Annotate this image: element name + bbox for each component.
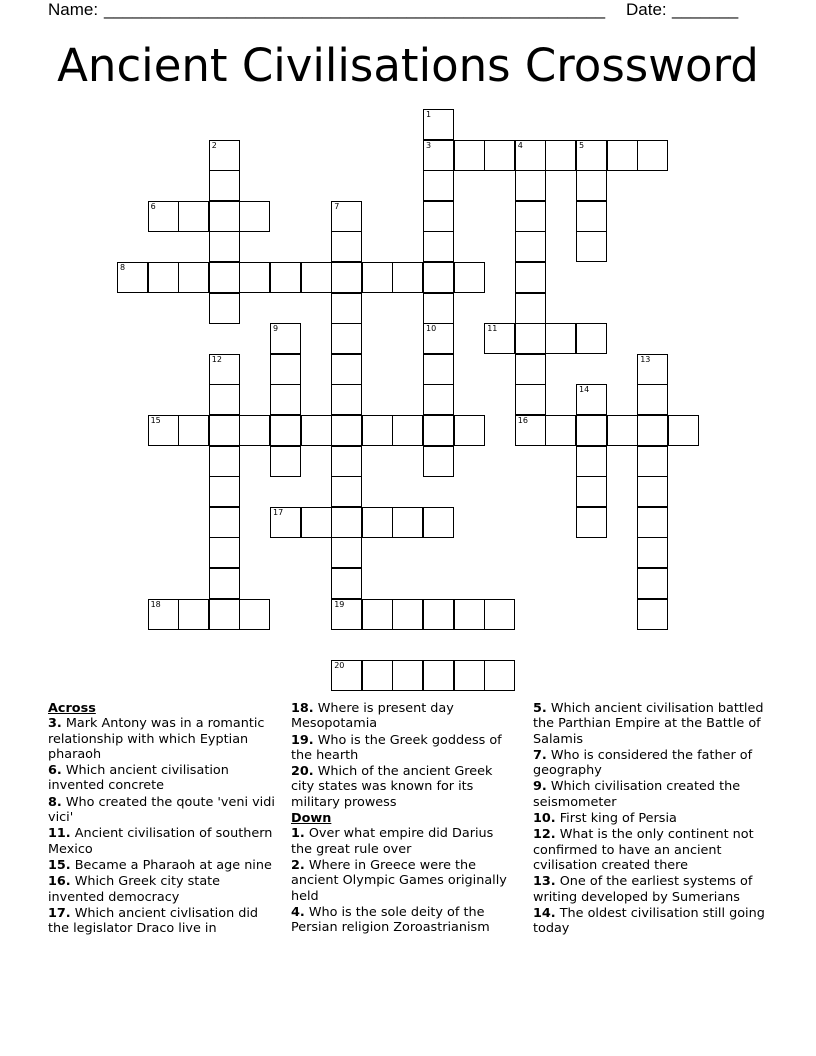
crossword-cell[interactable] (362, 262, 393, 293)
crossword-cell[interactable] (209, 415, 240, 446)
clue-number: 14. (533, 905, 556, 921)
crossword-cell[interactable] (362, 507, 393, 538)
crossword-cell[interactable] (331, 568, 362, 599)
crossword-cell[interactable] (454, 415, 485, 446)
crossword-cell[interactable] (178, 599, 209, 630)
cell-number: 20 (334, 660, 345, 670)
crossword-cell[interactable] (423, 201, 454, 232)
crossword-cell[interactable] (270, 384, 301, 415)
cell-number: 17 (273, 507, 284, 517)
crossword-cell[interactable] (576, 170, 607, 201)
page-title: Ancient Civilisations Crossword (57, 39, 759, 92)
crossword-cell[interactable] (270, 446, 301, 477)
crossword-cell[interactable] (178, 201, 209, 232)
crossword-cell[interactable] (148, 599, 179, 630)
cell-number: 13 (640, 354, 651, 364)
clue-number: 6. (48, 763, 62, 779)
crossword-cell[interactable] (331, 384, 362, 415)
clue-text: Who is considered the father of geography (533, 747, 753, 779)
section-heading-down: Down (291, 811, 332, 827)
cell-number: 3 (426, 140, 432, 150)
crossword-cell[interactable] (270, 262, 301, 293)
crossword-cell[interactable] (423, 262, 454, 293)
crossword-cell[interactable] (148, 415, 179, 446)
clue-item (291, 764, 516, 810)
clue-text: Which of the ancient Greek city states was known for its military prowess (291, 764, 493, 810)
crossword-cell[interactable] (392, 415, 423, 446)
header (48, 0, 748, 22)
crossword-cell[interactable] (637, 384, 668, 415)
clue-text: Which Greek city state invented democracy (48, 874, 221, 905)
clue-text: What is the only continent not confirmed to have an ancient cvilisation created there (533, 827, 754, 873)
crossword-cell[interactable] (637, 415, 668, 446)
crossword-cell[interactable] (423, 140, 454, 171)
clue-item (533, 811, 773, 826)
cell-number: 19 (334, 599, 345, 609)
clue-item (533, 906, 773, 937)
crossword-cell[interactable] (209, 476, 240, 507)
cell-number: 2 (211, 140, 217, 150)
crossword-cell[interactable] (545, 140, 576, 171)
clue-number: 20. (291, 764, 314, 780)
crossword-cell[interactable] (454, 599, 485, 630)
cell-number: 15 (150, 416, 161, 425)
crossword-cell[interactable] (545, 323, 576, 354)
crossword-cell[interactable] (209, 170, 240, 201)
clue-item (533, 779, 773, 810)
crossword-cell[interactable] (392, 599, 423, 630)
crossword-cell[interactable] (331, 446, 362, 477)
crossword-cell[interactable] (331, 415, 362, 446)
clue-number: 16. (48, 874, 71, 890)
cell-number: 9 (273, 324, 279, 334)
crossword-cell[interactable] (515, 170, 546, 201)
section-heading-across: Across (48, 701, 96, 716)
crossword-cell[interactable] (576, 384, 607, 415)
crossword-cell[interactable] (301, 507, 332, 538)
clue-number: 8. (48, 794, 62, 810)
clue-text: Which civilisation created the seismometer (533, 779, 741, 810)
crossword-cell[interactable] (209, 262, 240, 293)
clue-item (533, 874, 773, 905)
crossword-cell[interactable] (423, 507, 454, 538)
clue-number: 5. (533, 701, 547, 716)
crossword-cell[interactable] (576, 415, 607, 446)
crossword-cell[interactable] (239, 415, 270, 446)
crossword-cell[interactable] (331, 323, 362, 354)
crossword-cell[interactable] (515, 231, 546, 262)
crossword-cell[interactable] (209, 140, 240, 171)
clue-number: 9. (533, 779, 547, 795)
clue-item (533, 827, 773, 873)
clue-text: Over what empire did Darius the great rule over (291, 826, 494, 857)
crossword-cell[interactable] (637, 599, 668, 630)
crossword-cell[interactable] (423, 109, 454, 140)
crossword-cell[interactable] (331, 507, 362, 538)
clue-number: 19. (291, 732, 314, 748)
date-label: Date: (626, 0, 667, 19)
crossword-cell[interactable] (331, 537, 362, 568)
clue-text: Who is the sole deity of the Persian religion Zoroastrianism (291, 904, 490, 936)
crossword-cell[interactable] (331, 476, 362, 507)
crossword-cell[interactable] (148, 201, 179, 232)
crossword-cell[interactable] (362, 599, 393, 630)
crossword-cell[interactable] (392, 660, 423, 691)
cell-number: 4 (517, 140, 523, 150)
crossword-cell[interactable] (423, 323, 454, 354)
crossword-cell[interactable] (331, 262, 362, 293)
crossword-cell[interactable] (637, 537, 668, 568)
cell-number: 10 (426, 324, 437, 334)
crossword-cell[interactable] (454, 660, 485, 691)
crossword-cell[interactable] (484, 660, 515, 691)
clue-number: 18. (291, 701, 314, 716)
crossword-cell[interactable] (270, 323, 301, 354)
date-field[interactable]: _______ (672, 0, 739, 19)
cell-number: 14 (579, 385, 590, 395)
clue-number: 13. (533, 874, 556, 890)
crossword-cell[interactable] (331, 201, 362, 232)
cell-number: 8 (120, 263, 126, 272)
clue-number: 3. (48, 716, 62, 732)
clue-item (291, 701, 516, 732)
crossword-cell[interactable] (239, 262, 270, 293)
clue-text: Who is the Greek goddess of the hearth (291, 732, 502, 763)
crossword-cell[interactable] (270, 415, 301, 446)
crossword-cell[interactable] (301, 262, 332, 293)
crossword-cell[interactable] (331, 660, 362, 691)
crossword-cell[interactable] (576, 507, 607, 538)
crossword-cell[interactable] (331, 599, 362, 630)
clue-text: Mark Antony was in a romantic relationship with which Eyptian pharaoh (48, 716, 265, 762)
crossword-cell[interactable] (637, 568, 668, 599)
crossword-cell[interactable] (668, 415, 699, 446)
clue-text: Which ancient civilisation invented concrete (48, 763, 229, 794)
name-label: Name: (48, 0, 99, 19)
crossword-cell[interactable] (178, 415, 209, 446)
crossword-cell[interactable] (392, 507, 423, 538)
crossword-cell[interactable] (515, 323, 546, 354)
clue-column-3 (533, 701, 773, 937)
crossword-cell[interactable] (576, 323, 607, 354)
clue-item (533, 701, 773, 747)
crossword-cell[interactable] (637, 354, 668, 385)
crossword-cell[interactable] (515, 384, 546, 415)
crossword-cell[interactable] (423, 660, 454, 691)
crossword-cell[interactable] (637, 476, 668, 507)
clue-number: 15. (48, 857, 71, 873)
crossword-cell[interactable] (331, 354, 362, 385)
crossword-cell[interactable] (576, 140, 607, 171)
clue-text: Where in Greece were the ancient Olympic Games originally held (291, 857, 507, 904)
clue-text: One of the earliest systems of writing developed by Sumerians (533, 874, 753, 905)
cell-number: 16 (517, 416, 528, 425)
clue-text: Became a Pharaoh at age nine (70, 857, 272, 873)
crossword-cell[interactable] (515, 354, 546, 385)
crossword-cell[interactable] (148, 262, 179, 293)
cell-number: 7 (334, 201, 340, 211)
crossword-cell[interactable] (423, 384, 454, 415)
crossword-cell[interactable] (423, 599, 454, 630)
crossword-cell[interactable] (423, 293, 454, 324)
clue-item (48, 795, 276, 826)
crossword-cell[interactable] (515, 140, 546, 171)
crossword-cell[interactable] (576, 201, 607, 232)
clue-text: Where is present day Mesopotamia (291, 701, 454, 732)
crossword-cell[interactable] (423, 354, 454, 385)
clue-item (48, 716, 276, 762)
crossword-cell[interactable] (576, 446, 607, 477)
cell-number: 18 (150, 599, 161, 609)
clue-item (291, 733, 516, 764)
crossword-cell[interactable] (239, 201, 270, 232)
clue-text: The oldest civilisation still going today (533, 905, 765, 937)
crossword-cell[interactable] (423, 415, 454, 446)
crossword-cell[interactable] (209, 201, 240, 232)
crossword-cell[interactable] (454, 140, 485, 171)
clue-column-1 (48, 701, 276, 937)
crossword-cell[interactable] (545, 415, 576, 446)
clue-item (291, 905, 516, 936)
clue-number: 7. (533, 747, 547, 763)
crossword-cell[interactable] (209, 384, 240, 415)
clue-item (48, 858, 276, 873)
crossword-cell[interactable] (209, 354, 240, 385)
crossword-cell[interactable] (607, 140, 638, 171)
clue-item (533, 748, 773, 779)
crossword-cell[interactable] (423, 231, 454, 262)
crossword-cell[interactable] (576, 231, 607, 262)
cell-number: 6 (150, 201, 156, 211)
crossword-cell[interactable] (117, 262, 148, 293)
clue-number: 17. (48, 905, 71, 921)
crossword-cell[interactable] (331, 231, 362, 262)
crossword-cell[interactable] (209, 537, 240, 568)
crossword-cell[interactable] (301, 415, 332, 446)
crossword-cell[interactable] (392, 262, 423, 293)
clue-number: 12. (533, 827, 556, 843)
crossword-cell[interactable] (270, 354, 301, 385)
crossword-cell[interactable] (607, 415, 638, 446)
crossword-cell[interactable] (423, 170, 454, 201)
clue-number: 10. (533, 811, 556, 827)
crossword-cell[interactable] (209, 231, 240, 262)
clue-text: First king of Persia (555, 811, 677, 827)
crossword-cell[interactable] (209, 293, 240, 324)
crossword-cell[interactable] (270, 507, 301, 538)
crossword-cell[interactable] (637, 446, 668, 477)
clue-number: 2. (291, 857, 305, 873)
crossword-cell[interactable] (576, 476, 607, 507)
crossword-cell[interactable] (423, 446, 454, 477)
cell-number: 11 (487, 324, 498, 334)
crossword-cell[interactable] (484, 323, 515, 354)
clue-text: Who created the qoute 'veni vidi vici' (48, 794, 275, 826)
clue-item (291, 826, 516, 857)
clue-text: Which ancient civlisation did the legislator Draco live in (48, 905, 259, 937)
clue-text: Which ancient civilisation battled the Parthian Empire at the Battle of Salamis (533, 701, 764, 747)
crossword-cell[interactable] (515, 201, 546, 232)
crossword-cell[interactable] (362, 415, 393, 446)
clue-item (48, 906, 276, 937)
clue-number: 1. (291, 826, 305, 842)
crossword-cell[interactable] (178, 262, 209, 293)
clue-number: 4. (291, 904, 305, 920)
crossword-cell[interactable] (637, 507, 668, 538)
crossword-cell[interactable] (209, 446, 240, 477)
cell-number: 1 (426, 110, 432, 119)
clue-item (48, 874, 276, 905)
cell-number: 12 (211, 354, 222, 364)
clue-number: 11. (48, 826, 71, 842)
crossword-cell[interactable] (331, 293, 362, 324)
clue-text: Ancient civilisation of southern Mexico (48, 826, 273, 857)
crossword-cell[interactable] (239, 599, 270, 630)
clue-item (48, 763, 276, 794)
cell-number: 5 (579, 140, 585, 150)
crossword-cell[interactable] (209, 599, 240, 630)
crossword-cell[interactable] (637, 140, 668, 171)
crossword-cell[interactable] (209, 568, 240, 599)
crossword-cell[interactable] (484, 140, 515, 171)
crossword-cell[interactable] (515, 293, 546, 324)
crossword-cell[interactable] (515, 415, 546, 446)
clue-item (291, 858, 516, 904)
crossword-cell[interactable] (209, 507, 240, 538)
name-field[interactable]: _____________________________________________________ (104, 0, 606, 19)
crossword-cell[interactable] (484, 599, 515, 630)
crossword-cell[interactable] (515, 262, 546, 293)
crossword-cell[interactable] (362, 660, 393, 691)
clue-column-2 (291, 701, 516, 936)
crossword-cell[interactable] (454, 262, 485, 293)
clue-item (48, 826, 276, 857)
